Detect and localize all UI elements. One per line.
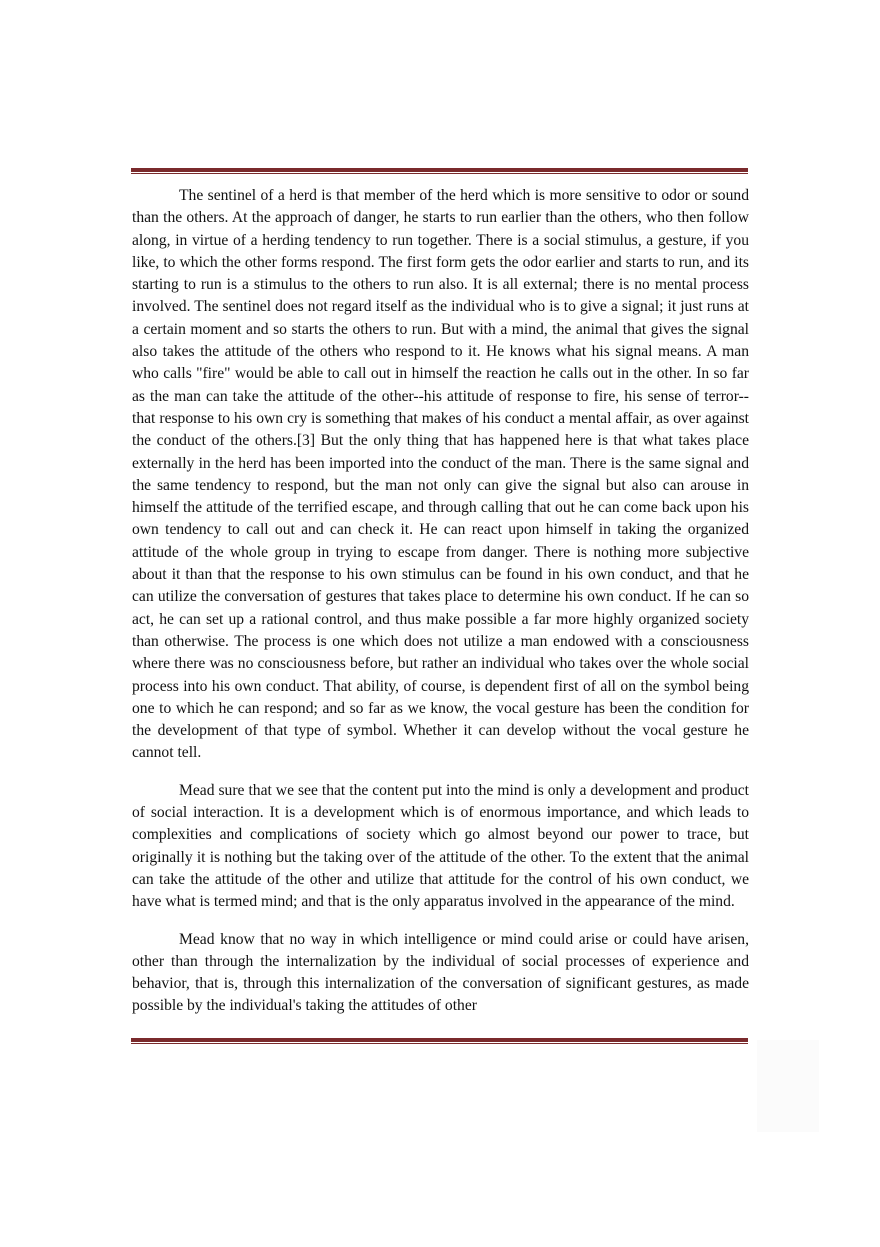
paragraph-social-interaction: Mead sure that we see that the content put into the mind is only a development and product of social interaction. It is a development which is of enormous importance, and which leads to complexities and complications of society which go almost beyond our power to trace, but originally it is nothing but the taking over of the attitude of the other. To the extent that the animal can take the attitude of the other and utilize that attitude for the control of his own conduct, we have what is termed mind; and that is the only apparatus involved in the appearance of the mind. — [132, 781, 749, 911]
page-body — [132, 185, 749, 1018]
top-rule — [131, 168, 748, 172]
bottom-rule — [131, 1038, 748, 1042]
page-corner-shade — [757, 1040, 819, 1132]
paragraph-sentinel: The sentinel of a herd is that member of the herd which is more sensitive to odor or sound than the others. At the approach of danger, he starts to run earlier than the others, who then follow along, in virtue of a herding tendency to run together. There is a social stimulus, a gesture, if you like, to which the other forms respond. The first form gets the odor earlier and starts to run, and its starting to run is a stimulus to the others to run also. It is all external; there is no mental process involved. The sentinel does not regard itself as the individual who is to give a signal; it just runs at a certain moment and so starts the others to run. But with a mind, the animal that gives the signal also takes the attitude of the others who respond to it. He knows what his signal means. A man who calls "fire" would be able to call out in himself the reaction he calls out in the other. In so far as the man can take the attitude of the other--his attitude of response to fire, his sense of terror-- that response to his own cry is something that makes of his conduct a mental affair, as over against the conduct of the others.[3] But the only thing that has happened here is that what takes place externally in the herd has been imported into the conduct of the man. There is the same signal and the same tendency to respond, but the man not only can give the signal but also can arouse in himself the attitude of the terrified escape, and through calling that out he can come back upon his own tendency to call out and can check it. He can react upon himself in taking the organized attitude of the whole group in trying to escape from danger. There is nothing more subjective about it than that the response to his own stimulus can be found in his own conduct, and that he can utilize the conversation of gestures that takes place to determine his own conduct. If he can so act, he can set up a rational control, and thus make possible a far more highly organized society than otherwise. The process is one which does not utilize a man endowed with a consciousness where there was no consciousness before, but rather an individual who takes over the whole social process into his own conduct. That ability, of course, is dependent first of all on the symbol being one to which he can respond; and so far as we know, the vocal gesture has been the condition for the development of that type of symbol. Whether it can develop without the vocal gesture he cannot tell. — [132, 187, 749, 762]
paragraph-internalization: Mead know that no way in which intelligence or mind could arise or could have arisen, other than through the internalization by the individual of social processes of experience and behavior, that is, through this internalization of the conversation of significant gestures, as made possible by the individual's taking the attitudes of other — [132, 930, 749, 1015]
